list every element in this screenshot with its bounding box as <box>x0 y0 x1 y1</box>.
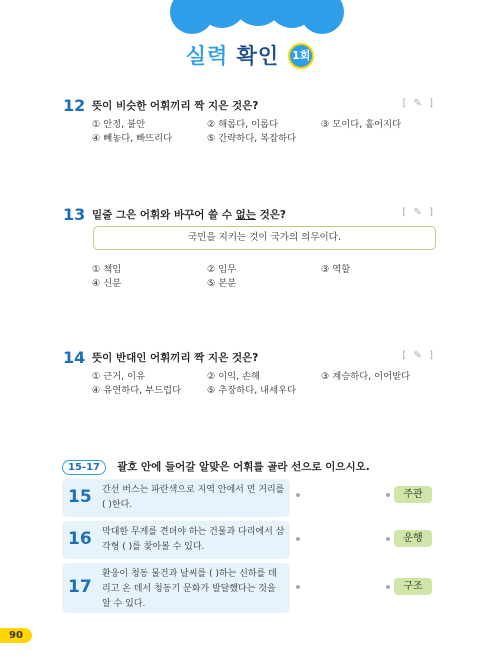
question-number: 12 <box>63 96 86 115</box>
option-1[interactable]: ① 안정, 불안 <box>92 119 146 130</box>
option-2[interactable]: ② 임무 <box>207 264 237 275</box>
option-3[interactable]: ③ 모이다, 흩어지다 <box>321 119 402 130</box>
option-4[interactable]: ④ 빼놓다, 빠뜨리다 <box>92 133 173 144</box>
match-sentence: 간선 버스는 파란색으로 지역 안에서 먼 거리를 ( )한다. <box>102 485 285 510</box>
option-4[interactable]: ④ 유연하다, 부드럽다 <box>92 385 182 396</box>
match-sentence: 막대한 무게를 견뎌야 하는 건물과 다리에서 삼각형 ( )를 찾아볼 수 있다. <box>102 527 285 552</box>
option-1[interactable]: ① 책임 <box>92 264 122 275</box>
right-connector-dot[interactable] <box>386 537 390 541</box>
left-connector-dot[interactable] <box>296 585 300 589</box>
match-number: 17 <box>68 577 92 597</box>
passage-box: 국민을 지키는 것이 국가의 의무이다. <box>93 226 436 250</box>
title-text: 실력 확인 <box>185 44 280 68</box>
memo-bracket: [ ✎ ] <box>402 350 435 361</box>
question-number: 13 <box>63 205 86 224</box>
page-number: 90 <box>0 628 32 643</box>
word-choice-3[interactable]: 구조 <box>394 578 432 595</box>
option-5[interactable]: ⑤ 추장하다, 내세우다 <box>207 385 297 396</box>
question-prompt: 밑줄 그은 어휘와 바꾸어 쓸 수 없는 것은? <box>92 209 286 221</box>
question-number: 14 <box>63 348 86 367</box>
word-choice-2[interactable]: 운행 <box>394 530 432 547</box>
memo-bracket: [ ✎ ] <box>402 98 435 109</box>
question-prompt: 뜻이 반대인 어휘끼리 짝 지은 것은? <box>92 352 259 364</box>
option-2[interactable]: ② 이익, 손해 <box>207 371 261 382</box>
right-connector-dot[interactable] <box>386 493 390 497</box>
left-connector-dot[interactable] <box>296 537 300 541</box>
match-item-17 <box>62 563 290 613</box>
option-4[interactable]: ④ 신분 <box>92 278 122 289</box>
matching-header <box>62 455 370 475</box>
word-choice-1[interactable]: 주관 <box>394 486 432 503</box>
right-connector-dot[interactable] <box>386 585 390 589</box>
matching-instruction: 괄호 안에 들어갈 알맞은 어휘를 골라 선으로 이으시오. <box>117 461 370 473</box>
option-5[interactable]: ⑤ 본분 <box>207 278 237 289</box>
option-2[interactable]: ② 해롭다, 이롭다 <box>207 119 279 130</box>
memo-bracket: [ ✎ ] <box>402 207 435 218</box>
match-sentence: 환웅이 청동 물건과 날씨를 ( )하는 신하를 데리고 온 데서 청동기 문화가 발달했다는 것을 알 수 있다. <box>102 569 277 609</box>
match-number: 15 <box>68 487 92 507</box>
option-1[interactable]: ① 근거, 이유 <box>92 371 146 382</box>
left-connector-dot[interactable] <box>296 493 300 497</box>
option-5[interactable]: ⑤ 간략하다, 복잡하다 <box>207 133 297 144</box>
option-3[interactable]: ③ 계승하다, 이어받다 <box>321 371 411 382</box>
match-number: 16 <box>68 529 92 549</box>
match-item-15 <box>62 479 290 517</box>
match-item-16 <box>62 521 290 559</box>
range-badge: 15-17 <box>62 460 106 475</box>
question-prompt: 뜻이 비슷한 어휘끼리 짝 지은 것은? <box>92 100 259 112</box>
option-3[interactable]: ③ 역할 <box>321 264 351 275</box>
page-title <box>0 40 500 70</box>
header-cloud <box>170 0 345 36</box>
round-badge: 1회 <box>288 43 314 69</box>
